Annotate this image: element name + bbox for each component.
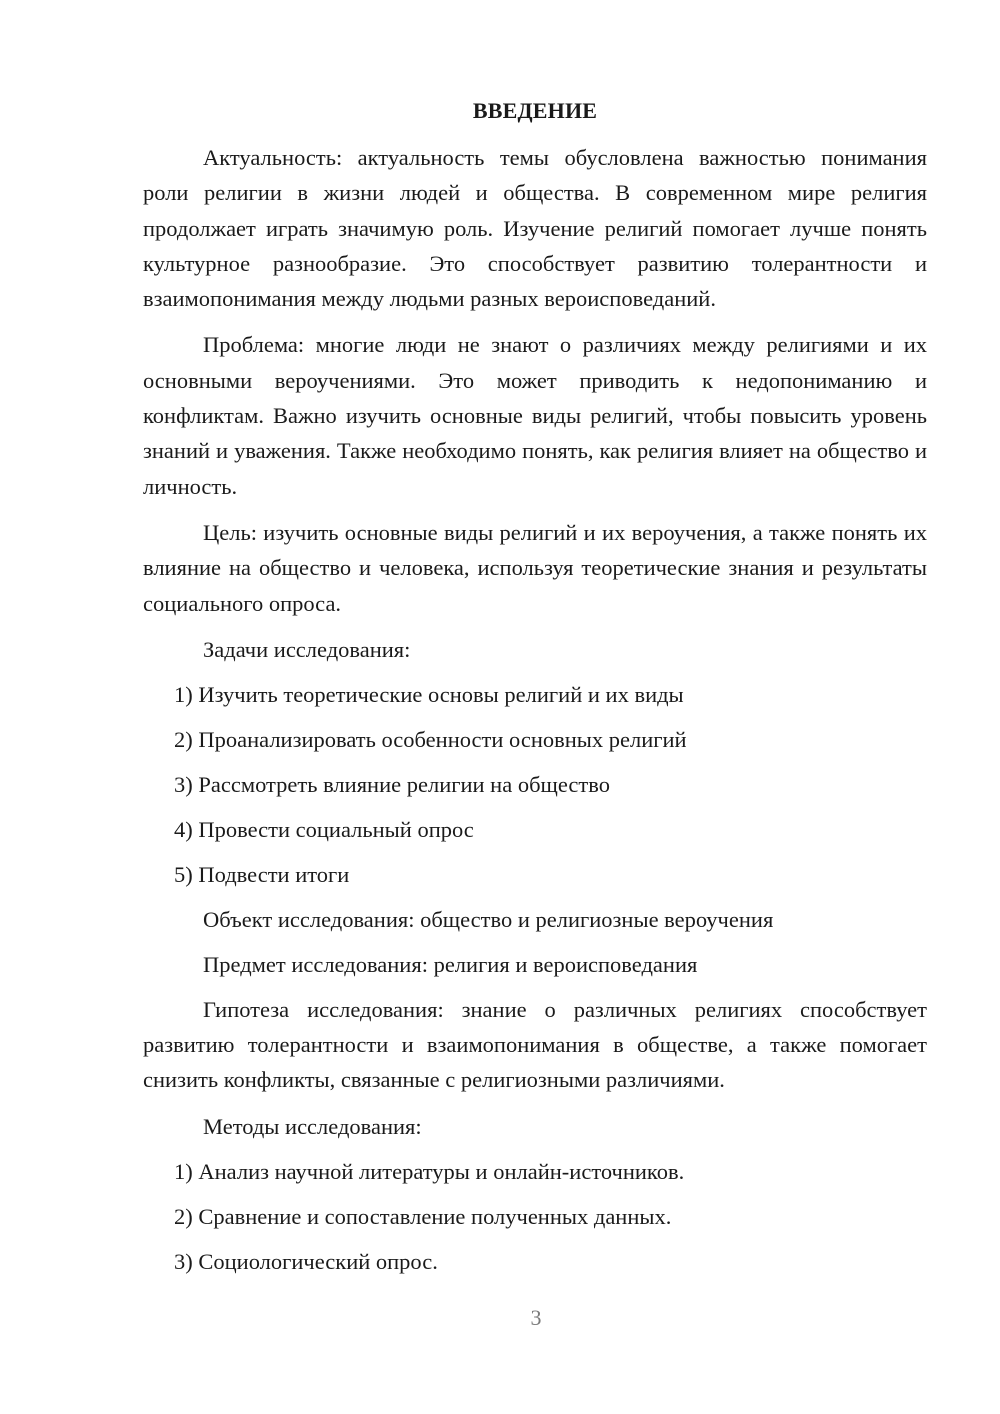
task-item: 2) Проанализировать особенности основных религий [174, 726, 687, 752]
methods-heading: Методы исследования: [203, 1113, 422, 1139]
page-content [143, 94, 927, 1289]
task-item: 5) Подвести итоги [174, 861, 350, 887]
tasks-heading: Задачи исследования: [203, 636, 411, 662]
hypothesis-paragraph: Гипотеза исследования: знание о различных религиях способствует развитию толерантности и взаимопонимания в обществе, а также помогает снизить конфликты, связанные с религиозными различиями. [143, 996, 927, 1093]
task-item: 4) Провести социальный опрос [174, 816, 474, 842]
research-object: Объект исследования: общество и религиозные вероучения [203, 906, 774, 932]
page-number: 3 [530, 1305, 542, 1330]
task-item: 3) Рассмотреть влияние религии на общество [174, 771, 610, 797]
method-item: 3) Социологический опрос. [174, 1248, 438, 1274]
relevance-paragraph: Актуальность: актуальность темы обусловлена важностью понимания роли религии в жизни людей и общества. В современном мире религия продолжает играть значимую роль. Изучение религий помогает лучше понять культурное разнообразие. Это способствует развитию толерантности и взаимопонимания между людьми разных вероисповеданий. [143, 145, 927, 312]
research-subject: Предмет исследования: религия и вероисповедания [203, 951, 698, 977]
methods-list [143, 1154, 927, 1279]
method-item: 2) Сравнение и сопоставление полученных данных. [174, 1203, 672, 1229]
goal-paragraph: Цель: изучить основные виды религий и их вероучения, а также понять их влияние на общество и человека, используя теоретические знания и результаты социального опроса. [143, 519, 927, 616]
method-item: 1) Анализ научной литературы и онлайн-источников. [174, 1158, 685, 1184]
problem-paragraph: Проблема: многие люди не знают о различиях между религиями и их основными вероучениями. Это может приводить к недопониманию и конфликтам. Важно изучить основные виды религий, чтобы повысить уровень знаний и уважения. Также необходимо понять, как религия влияет на общество и личность. [143, 332, 927, 499]
section-title: ВВЕДЕНИЕ [472, 98, 598, 123]
tasks-list [143, 677, 927, 892]
task-item: 1) Изучить теоретические основы религий и их виды [174, 681, 684, 707]
